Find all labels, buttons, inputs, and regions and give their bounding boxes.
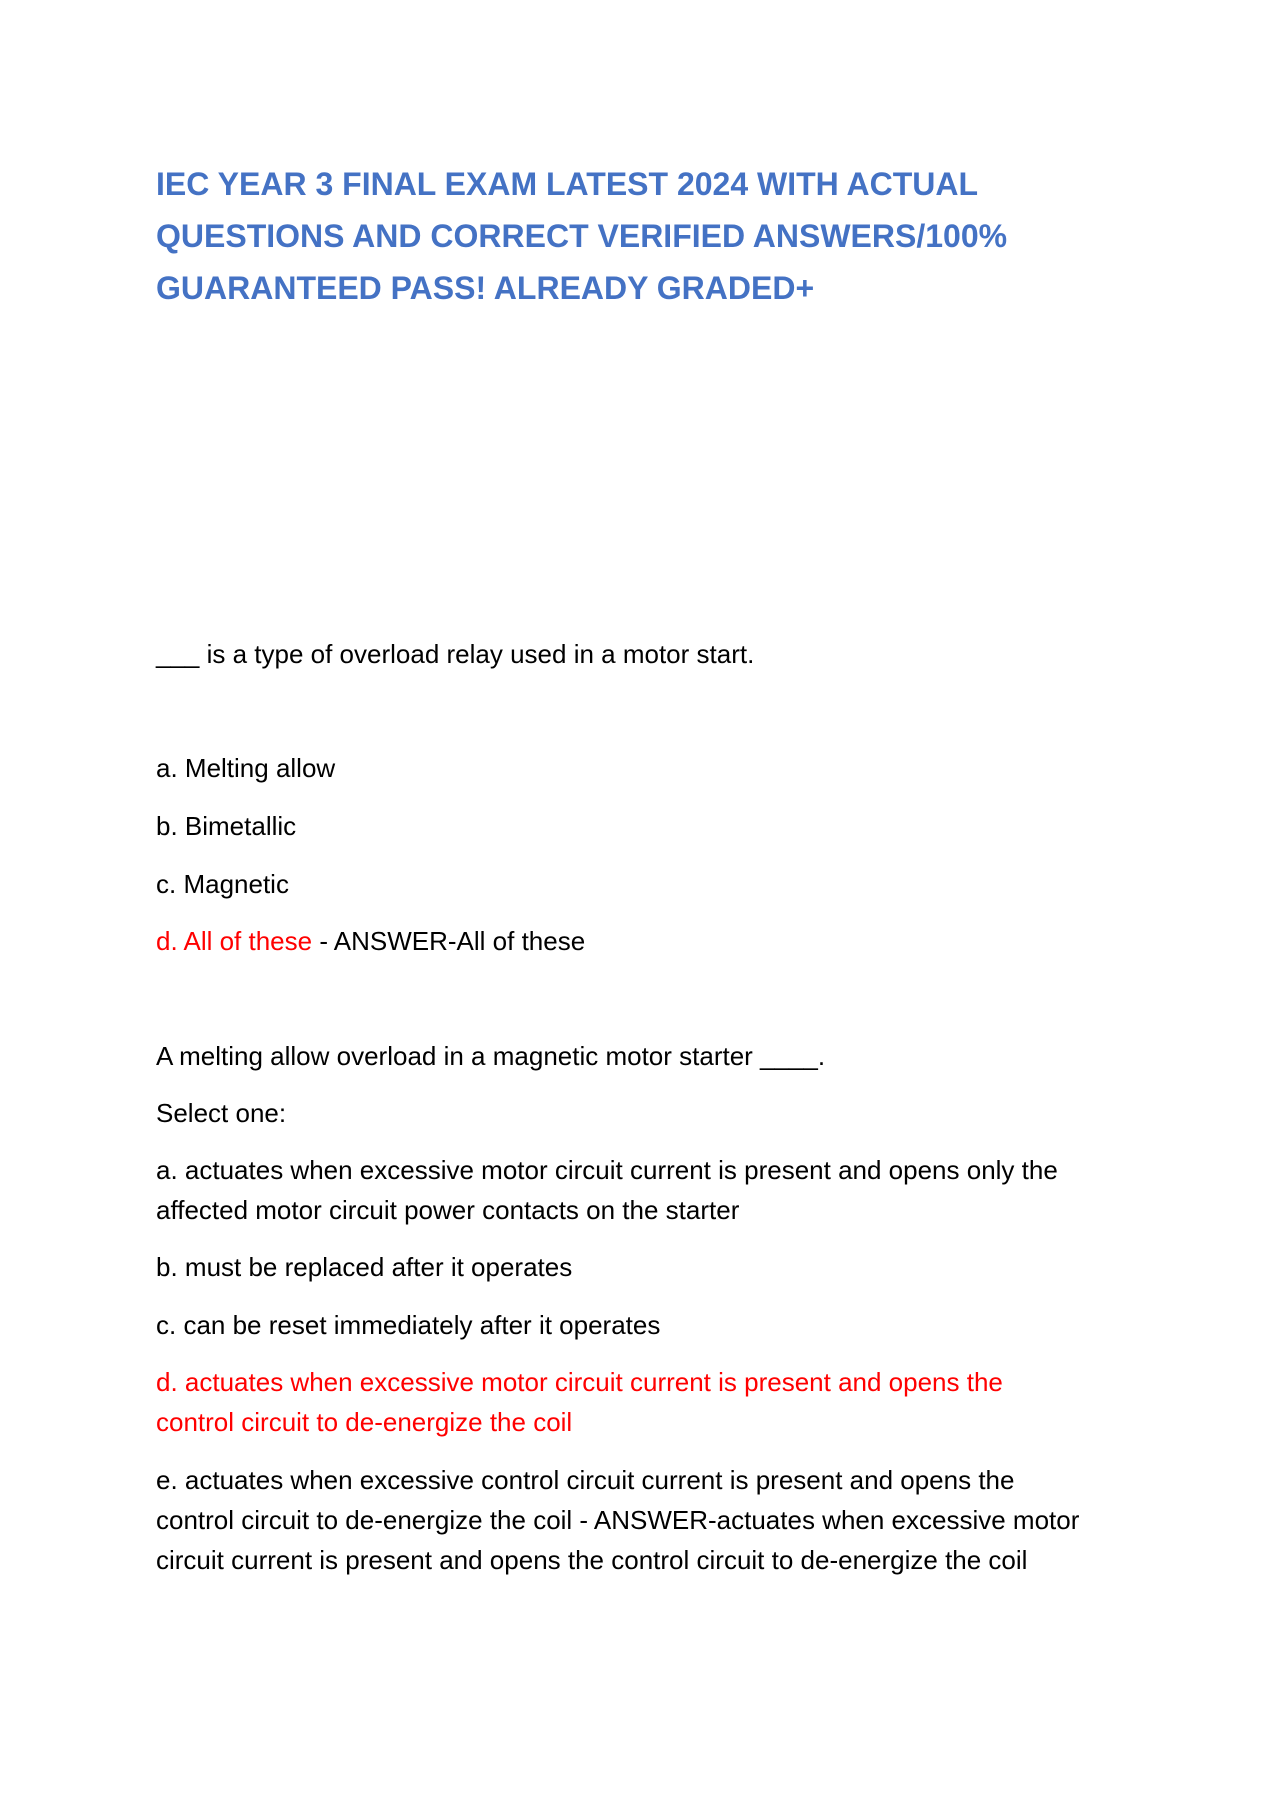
correct-answer-highlight: d. All of these <box>156 926 313 956</box>
document-title <box>156 158 1146 314</box>
question-2-option-b: b. must be replaced after it operates <box>156 1252 573 1282</box>
question-2-option-d-correct: d. actuates when excessive motor circuit current is present and opens the control circuit to de-energize the coil <box>156 1367 1003 1437</box>
title-line-3: GUARANTEED PASS! ALREADY GRADED+ <box>156 270 815 306</box>
question-2-option-a: a. actuates when excessive motor circuit current is present and opens only the affected motor circuit power contacts on the starter <box>156 1155 1058 1225</box>
question-1-stem: ___ is a type of overload relay used in a motor start. <box>156 639 755 669</box>
title-line-1: IEC YEAR 3 FINAL EXAM LATEST 2024 WITH ACTUAL <box>156 166 979 202</box>
question-1-option-d <box>156 921 1146 961</box>
question-2-prompt: Select one: <box>156 1098 287 1128</box>
question-2-option-e: e. actuates when excessive control circuit current is present and opens the control circuit to de-energize the coil - ANSWER-actuates when excessive motor circuit current is present and opens the control circuit to de-energize the coil <box>156 1465 1080 1575</box>
question-2-option-c: c. can be reset immediately after it operates <box>156 1310 661 1340</box>
question-2-stem: A melting allow overload in a magnetic motor starter ____. <box>156 1041 826 1071</box>
answer-text: - ANSWER-All of these <box>312 926 586 956</box>
question-1-option-a: a. Melting allow <box>156 753 336 783</box>
title-line-2: QUESTIONS AND CORRECT VERIFIED ANSWERS/100% <box>156 218 1008 254</box>
question-1-option-b: b. Bimetallic <box>156 811 297 841</box>
question-1-option-c: c. Magnetic <box>156 869 289 899</box>
